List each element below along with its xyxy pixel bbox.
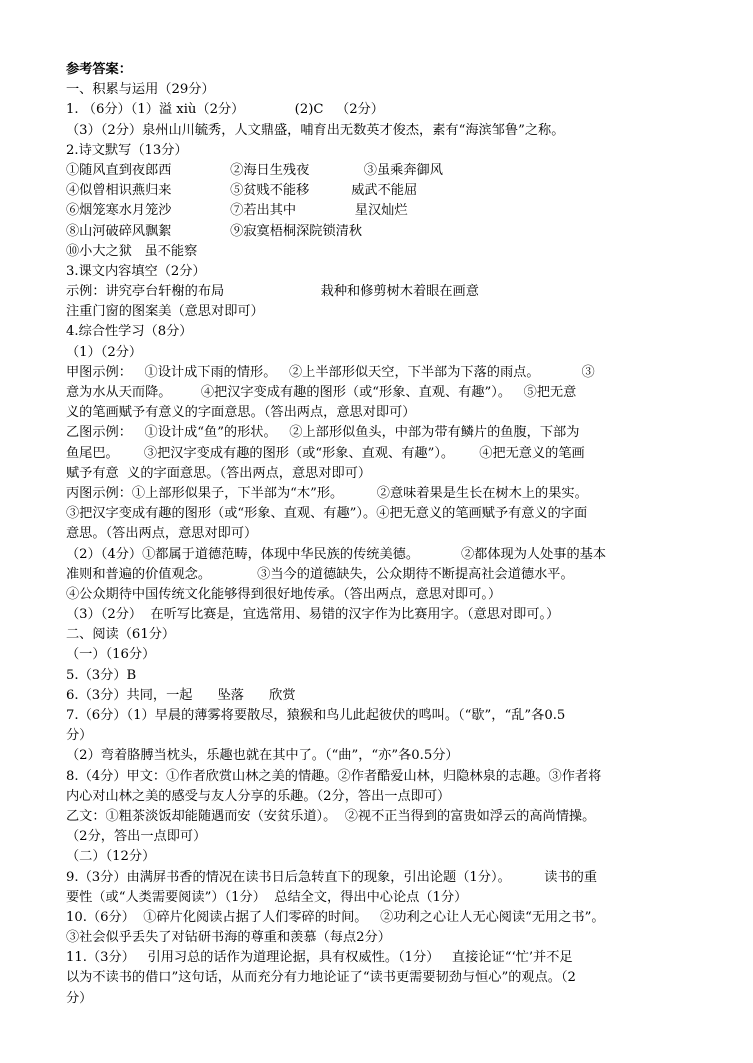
text-line: 10.（6分） ①碎片化阅读占据了人们零碎的时间。 ②功利之心让人无心阅读“无用之书”。 bbox=[66, 909, 605, 925]
text-line: 意思。（答出两点，意思对即可） bbox=[66, 526, 258, 542]
text-line: （2）弯着胳膊当枕头，乐趣也就在其中了。（“曲”，“亦”各0.5分） bbox=[66, 748, 459, 764]
text-line: 意为水从天而降。 ④把汉字变成有趣的图形（或“形象、直观、有趣”）。 ⑤把无意 bbox=[66, 385, 577, 400]
text-line: （1）（2分） bbox=[66, 344, 143, 360]
text-line: （二）（12分） bbox=[66, 849, 156, 865]
text-line: 要性（或“人类需要阅读”）（1分） 总结全文，得出中心论点（1分） bbox=[66, 889, 468, 905]
text-line: ⑥烟笼寒水月笼沙 ⑦若出其中 星汉灿烂 bbox=[66, 203, 408, 219]
text-line: （一）（16分） bbox=[66, 647, 156, 663]
text-line: （2）（4分）①都属于道德范畴，体现中华民族的传统美德。 ②都体现为人处事的基本 bbox=[66, 546, 607, 562]
text-line: 3.课文内容填空（2分） bbox=[66, 263, 206, 279]
text-line: 乙图示例： ①设计成“鱼”的形状。 ②上部形似鱼头，中部为带有鳞片的鱼腹，下部为 bbox=[66, 425, 580, 441]
text-line: 乙文：①粗茶淡饭却能随遇而安（安贫乐道）。 ②视不正当得到的富贵如浮云的高尚情操。 bbox=[66, 808, 596, 824]
text-line: 8.（4分）甲文：①作者欣赏山林之美的情趣。②作者酷爱山林，归隐林泉的志趣。③作者将 bbox=[66, 768, 602, 784]
text-line: 一、积累与运用（29分） bbox=[66, 82, 215, 98]
text-line: 分） bbox=[66, 990, 93, 1006]
text-line: ①随风直到夜郎西 ②海日生残夜 ③虽乘奔御风 bbox=[66, 162, 443, 178]
text-line: 以为不读书的借口”这句话，从而充分有力地论证了“读书更需要韧劲与恒心”的观点。（2 bbox=[66, 970, 576, 986]
text-line: 示例：讲究亭台轩榭的布局 栽种和修剪树木着眼在画意 bbox=[66, 284, 479, 300]
text-line: （3）（2分）泉州山川毓秀，人文鼎盛，哺育出无数英才俊杰，素有“海滨邹鲁”之称。 bbox=[66, 122, 565, 138]
text-line: 二、阅读（61分） bbox=[66, 627, 176, 643]
text-line: （2分，答出一点即可） bbox=[66, 829, 207, 845]
text-line: 9.（3分）由满屏书香的情况在读书日后急转直下的现象，引出论题（1分）。 读书的重 bbox=[66, 869, 598, 885]
text-line: 赋予有意 义的字面意思。（答出两点，意思对即可） bbox=[66, 465, 372, 481]
document-title: 参考答案： bbox=[66, 62, 132, 77]
text-line: ⑩小大之狱 虽不能察 bbox=[66, 243, 198, 259]
text-line: ⑧山河破碎风飘絮 ⑨寂寞梧桐深院锁清秋 bbox=[66, 223, 363, 239]
text-line: 丙图示例：①上部形似果子，下半部为“木”形。 ②意味着果是生长在树木上的果实。 bbox=[66, 485, 588, 501]
text-line: 11.（3分） 引用习总的话作为道理论据，具有权威性。（1分） 直接论证“‘忙’并不足 bbox=[66, 950, 573, 966]
text-line: 5.（3分）B bbox=[66, 667, 137, 683]
text-line: 分） bbox=[66, 728, 93, 744]
text-line: 内心对山林之美的感受与友人分享的乐趣。（2分，答出一点即可） bbox=[66, 788, 451, 804]
text-line: （3）（2分） 在听写比赛是，宜选常用、易错的汉字作为比赛用字。（意思对即可。） bbox=[66, 607, 560, 623]
text-line: ④似曾相识燕归来 ⑤贫贱不能移 威武不能屈 bbox=[66, 183, 418, 199]
text-line: ③把汉字变成有趣的图形（或“形象、直观、有趣”）。④把无意义的笔画赋予有意义的字面 bbox=[66, 506, 588, 522]
text-line: ④公众期待中国传统文化能够得到很好地传承。（答出两点，意思对即可。） bbox=[66, 586, 502, 602]
text-line: 7.（6分）（1）早晨的薄雾将要散尽，猿猴和鸟儿此起彼伏的鸣叫。（“歇”，“乱”各0.5 bbox=[66, 708, 566, 723]
text-line: 注重门窗的图案美（意思对即可） bbox=[66, 304, 264, 320]
text-line: 义的笔画赋予有意义的字面意思。（答出两点，意思对即可） bbox=[66, 405, 416, 421]
text-line: 甲图示例： ①设计成下雨的情形。 ②上半部形似天空，下半部为下落的雨点。 ③ bbox=[66, 364, 595, 380]
text-line: ③社会似乎丢失了对钻研书海的尊重和羡慕（每点2分） bbox=[66, 930, 391, 946]
answer-document bbox=[66, 60, 702, 1009]
text-line: 2.诗文默写（13分） bbox=[66, 142, 188, 158]
text-line: 1. （6分）（1）溢 xiù（2分） (2)C （2分） bbox=[66, 102, 384, 118]
text-line: 6.（3分）共同，一起 坠落 欣赏 bbox=[66, 687, 296, 703]
text-line: 鱼尾巴。 ③把汉字变成有趣的图形（或“形象、直观、有趣”）。 ④把无意义的笔画 bbox=[66, 445, 585, 461]
text-line: 4.综合性学习（8分） bbox=[66, 324, 193, 340]
text-line: 准则和普遍的价值观念。 ③当今的道德缺失，公众期待不断提高社会道德水平。 bbox=[66, 566, 574, 582]
